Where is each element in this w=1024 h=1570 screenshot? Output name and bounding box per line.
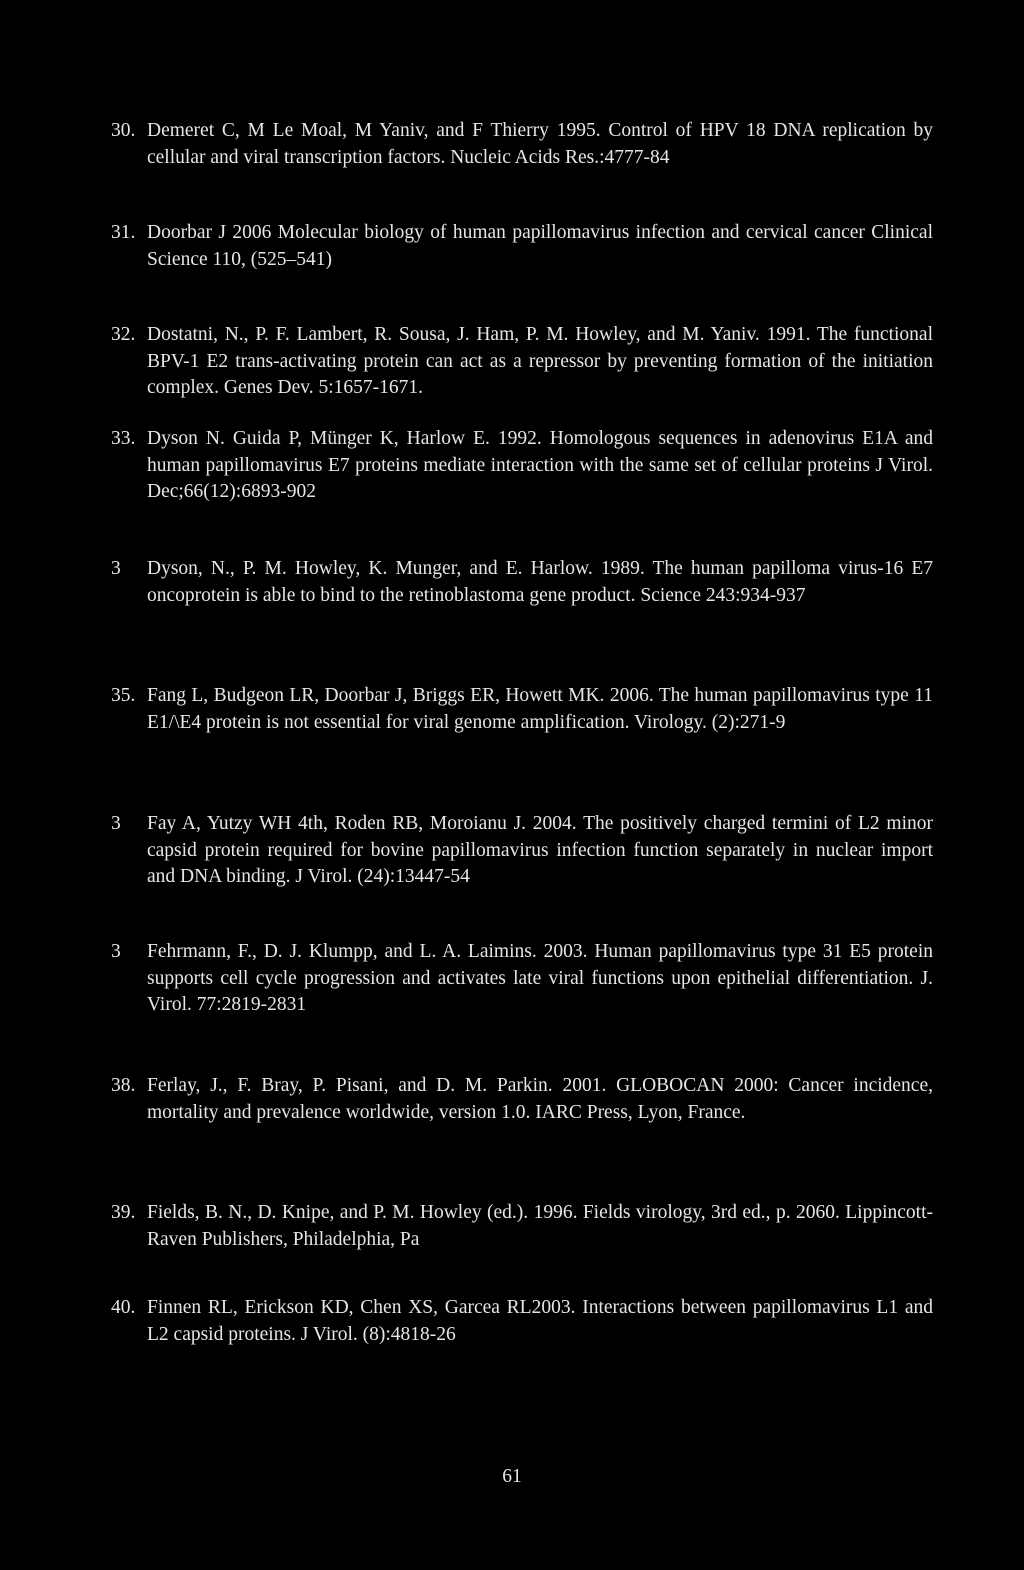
reference-text: Fehrmann, F., D. J. Klumpp, and L. A. Laimins. 2003. Human papillomavirus type 31 E5 protein supports cell cycle progression and activates late viral functions upon epithelial differentiation. J. Virol. 77:2819-2831 bbox=[147, 941, 933, 1015]
page-number: 61 bbox=[502, 1466, 522, 1487]
reference-entry bbox=[111, 683, 933, 736]
reference-number: 3 bbox=[111, 813, 121, 834]
reference-entry bbox=[111, 220, 933, 273]
reference-text: Ferlay, J., F. Bray, P. Pisani, and D. M. Parkin. 2001. GLOBOCAN 2000: Cancer incidence, mortality and prevalence worldwide, version 1.0. IARC Press, Lyon, France. bbox=[147, 1075, 933, 1123]
reference-entry bbox=[111, 939, 933, 1019]
reference-number: 3 bbox=[111, 558, 121, 579]
reference-number: 32. bbox=[111, 324, 136, 345]
reference-entry bbox=[111, 1295, 933, 1348]
reference-entry bbox=[111, 811, 933, 891]
reference-number: 38. bbox=[111, 1075, 136, 1096]
reference-text: Fields, B. N., D. Knipe, and P. M. Howley (ed.). 1996. Fields virology, 3rd ed., p. 2060. Lippincott-Raven Publishers, Philadelphia, Pa bbox=[147, 1202, 933, 1250]
reference-entry bbox=[111, 1200, 933, 1253]
reference-entry bbox=[111, 556, 933, 609]
reference-text: Dyson N. Guida P, Münger K, Harlow E. 1992. Homologous sequences in adenovirus E1A and human papillomavirus E7 proteins mediate interaction with the same set of cellular proteins J Virol. Dec;66(12):6893-902 bbox=[147, 428, 933, 502]
reference-number: 3 bbox=[111, 941, 121, 962]
reference-text: Fang L, Budgeon LR, Doorbar J, Briggs ER, Howett MK. 2006. The human papillomavirus type 11 E1/\E4 protein is not essential for viral genome amplification. Virology. (2):271-9 bbox=[147, 685, 933, 733]
reference-number: 30. bbox=[111, 120, 136, 141]
reference-entry bbox=[111, 426, 933, 506]
reference-number: 31. bbox=[111, 222, 136, 243]
reference-text: Fay A, Yutzy WH 4th, Roden RB, Moroianu J. 2004. The positively charged termini of L2 minor capsid protein required for bovine papillomavirus infection function separately in nuclear import and DNA binding. J Virol. (24):13447-54 bbox=[147, 813, 933, 887]
reference-number: 33. bbox=[111, 428, 136, 449]
reference-text: Demeret C, M Le Moal, M Yaniv, and F Thierry 1995. Control of HPV 18 DNA replication by cellular and viral transcription factors. Nucleic Acids Res.:4777-84 bbox=[147, 120, 933, 168]
reference-number: 40. bbox=[111, 1297, 136, 1318]
reference-entry bbox=[111, 322, 933, 402]
reference-text: Doorbar J 2006 Molecular biology of human papillomavirus infection and cervical cancer Clinical Science 110, (525–541) bbox=[147, 222, 933, 270]
reference-text: Dyson, N., P. M. Howley, K. Munger, and E. Harlow. 1989. The human papilloma virus-16 E7 oncoprotein is able to bind to the retinoblastoma gene product. Science 243:934-937 bbox=[147, 558, 933, 606]
reference-text: Dostatni, N., P. F. Lambert, R. Sousa, J. Ham, P. M. Howley, and M. Yaniv. 1991. The functional BPV-1 E2 trans-activating protein can act as a repressor by preventing formation of the initiation complex. Genes Dev. 5:1657-1671. bbox=[147, 324, 933, 398]
reference-number: 39. bbox=[111, 1202, 136, 1223]
reference-text: Finnen RL, Erickson KD, Chen XS, Garcea RL2003. Interactions between papillomavirus L1 and L2 capsid proteins. J Virol. (8):4818-26 bbox=[147, 1297, 933, 1345]
reference-entry bbox=[111, 118, 933, 171]
reference-number: 35. bbox=[111, 685, 136, 706]
reference-entry bbox=[111, 1073, 933, 1126]
